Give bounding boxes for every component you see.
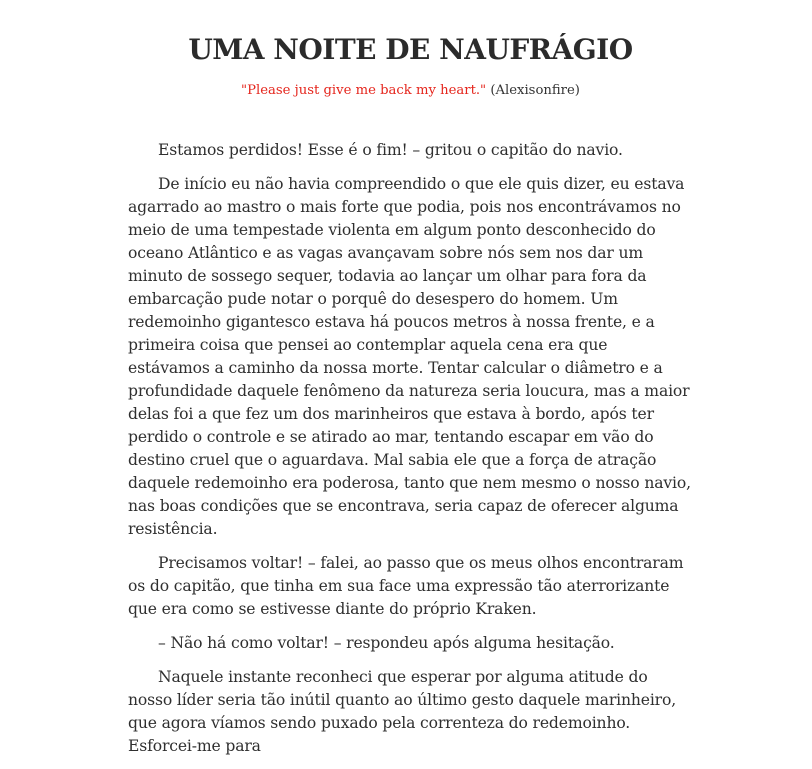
paragraph: – Não há como voltar! – respondeu após alguma hesitação. xyxy=(158,634,615,652)
paragraph: Precisamos voltar! – falei, ao passo que os meus olhos encontraram os do capitão, que tinha em sua face uma expressão tão aterrorizante que era como se estivesse diante do próprio Kraken. xyxy=(128,554,684,618)
paragraph: Estamos perdidos! Esse é o fim! – gritou o capitão do navio. xyxy=(158,141,623,159)
epigraph-attribution: (Alexisonfire) xyxy=(490,83,580,98)
epigraph-quote: "Please just give me back my heart." xyxy=(241,83,487,98)
epigraph xyxy=(128,81,693,101)
article-title: UMA NOITE DE NAUFRÁGIO xyxy=(188,33,633,66)
paragraph: Naquele instante reconheci que esperar por alguma atitude do nosso líder seria tão inútil quanto ao último gesto daquele marinheiro, que agora víamos sendo puxado pela correnteza do redemoinho. Esforcei-me para xyxy=(128,668,677,755)
article-body xyxy=(128,139,693,758)
article xyxy=(128,0,693,769)
paragraph: De início eu não havia compreendido o que ele quis dizer, eu estava agarrado ao mastro o mais forte que podia, pois nos encontrávamos no meio de uma tempestade violenta em algum ponto desconhecido do oceano Atlântico e as vagas avançavam sobre nós sem nos dar um minuto de sossego sequer, todavia ao lançar um olhar para fora da embarcação pude notar o porquê do desespero do homem. Um redemoinho gigantesco estava há poucos metros à nossa frente, e a primeira coisa que pensei ao contemplar aquela cena era que estávamos a caminho da nossa morte. Tentar calcular o diâmetro e a profundidade daquele fenômeno da natureza seria loucura, mas a maior delas foi a que fez um dos marinheiros que estava à bordo, após ter perdido o controle e se atirado ao mar, tentando escapar em vão do destino cruel que o aguardava. Mal sabia ele que a força de atração daquele redemoinho era poderosa, tanto que nem mesmo o nosso navio, nas boas condições que se encontrava, seria capaz de oferecer alguma resistência. xyxy=(128,175,691,538)
